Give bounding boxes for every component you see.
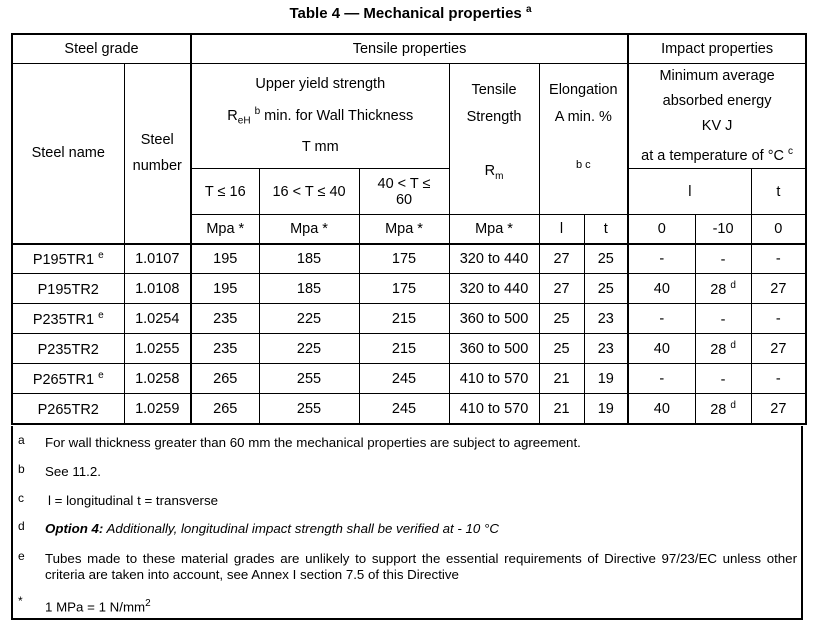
elong-l: 21 [539,394,584,424]
tensile-rm: 320 to 440 [449,244,539,274]
unit-cell: -10 [695,215,751,244]
steel-name: P235TR1 $^e$ [12,304,124,334]
table-title: Table 4 — Mechanical properties $^a$ [289,4,532,22]
tensile-strength-header: Tensile Strength $R_m$ [449,63,539,215]
impact-header: Impact properties [628,34,806,63]
steel-name: P235TR2 [12,334,124,364]
yield-t16: 235 [191,334,259,364]
steel-name: P265TR2 [12,394,124,424]
table-row [12,274,806,304]
tensile-rm: 410 to 570 [449,394,539,424]
kv-t: - [751,244,806,274]
elong-l: 25 [539,334,584,364]
yield-t60: 175 [359,274,449,304]
elong-t: 19 [584,394,628,424]
unit-cell: Mpa * [259,215,359,244]
steel-name: P195TR2 [12,274,124,304]
yield-strength-header: Upper yield strength $R_{eH}$ $^b$ min. for Wall Thickness T mm [191,63,449,169]
kv-0: 40 [628,334,695,364]
header-row-2 [12,63,806,169]
unit-cell: t [584,215,628,244]
elongation-header: Elongation A min. % b c [539,63,628,215]
kv-minus10: 28 $^d$ [695,274,751,304]
yield-t60: 245 [359,394,449,424]
elong-l: 21 [539,364,584,394]
elong-t: 19 [584,364,628,394]
yield-t16: 235 [191,304,259,334]
yield-t60: 245 [359,364,449,394]
unit-cell: 0 [628,215,695,244]
unit-cell: 0 [751,215,806,244]
unit-cell: Mpa * [359,215,449,244]
kv-t: - [751,364,806,394]
tensile-rm: 360 to 500 [449,334,539,364]
yield-t60: 215 [359,304,449,334]
tensile-rm: 320 to 440 [449,274,539,304]
elong-l: 27 [539,244,584,274]
steel-name: P265TR1 $^e$ [12,364,124,394]
thickness-16: T ≤ 16 [191,169,259,215]
yield-t60: 215 [359,334,449,364]
steel-number: 1.0107 [124,244,191,274]
steel-name: P195TR1 $^e$ [12,244,124,274]
table-row [12,244,806,274]
yield-t16: 195 [191,274,259,304]
elong-t: 25 [584,274,628,304]
table-row [12,334,806,364]
yield-t60: 175 [359,244,449,274]
yield-t16: 265 [191,394,259,424]
yield-t40: 255 [259,364,359,394]
impact-l: l [628,169,751,215]
table-row [12,364,806,394]
kv-minus10: - [695,244,751,274]
impact-t: t [751,169,806,215]
elong-l: 25 [539,304,584,334]
yield-t16: 265 [191,364,259,394]
yield-t40: 225 [259,334,359,364]
unit-cell: Mpa * [449,215,539,244]
thickness-40: 16 < T ≤ 40 [259,169,359,215]
kv-minus10: - [695,364,751,394]
kv-minus10: 28 $^d$ [695,334,751,364]
steel-number: 1.0254 [124,304,191,334]
elong-l: 27 [539,274,584,304]
kv-0: 40 [628,394,695,424]
mechanical-properties-table [11,33,807,425]
header-row-1 [12,34,806,63]
yield-t16: 195 [191,244,259,274]
kv-0: - [628,364,695,394]
elong-t: 23 [584,334,628,364]
absorbed-energy-header: Minimum average absorbed energy KV J at a temperature of °C $^c$ [628,63,806,169]
steel-number-header: Steel number [124,63,191,244]
tensile-header: Tensile properties [191,34,628,63]
kv-0: - [628,304,695,334]
yield-t40: 185 [259,274,359,304]
unit-cell: l [539,215,584,244]
footnotes: a For wall thickness greater than 60 mm the mechanical properties are subject to agreement. b See 11.2. c l = longitudinal t = transverse d Option 4: Additionally, longitudinal impact strength shall be verified at - 10 °C e Tubes made to these material grades are unlikely to support the essential requirements of Directive 97/23/EC unless other criteria are taken into account, see Annex I section 7.5 of this Directive * 1 MPa = 1 $N/mm^2$ [11,426,803,620]
steel-number: 1.0259 [124,394,191,424]
steel-number: 1.0255 [124,334,191,364]
steel-grade-header: Steel grade [12,34,191,63]
elong-t: 23 [584,304,628,334]
kv-t: 27 [751,274,806,304]
steel-number: 1.0108 [124,274,191,304]
kv-minus10: 28 $^d$ [695,394,751,424]
yield-t40: 255 [259,394,359,424]
unit-cell: Mpa * [191,215,259,244]
steel-number: 1.0258 [124,364,191,394]
steel-name-header: Steel name [12,63,124,244]
yield-t40: 185 [259,244,359,274]
kv-minus10: - [695,304,751,334]
tensile-rm: 360 to 500 [449,304,539,334]
thickness-60: 40 < T ≤ 60 [359,169,449,215]
yield-t40: 225 [259,304,359,334]
kv-0: - [628,244,695,274]
kv-0: 40 [628,274,695,304]
kv-t: - [751,304,806,334]
elong-t: 25 [584,244,628,274]
table-row [12,304,806,334]
kv-t: 27 [751,394,806,424]
table-row [12,394,806,424]
tensile-rm: 410 to 570 [449,364,539,394]
kv-t: 27 [751,334,806,364]
